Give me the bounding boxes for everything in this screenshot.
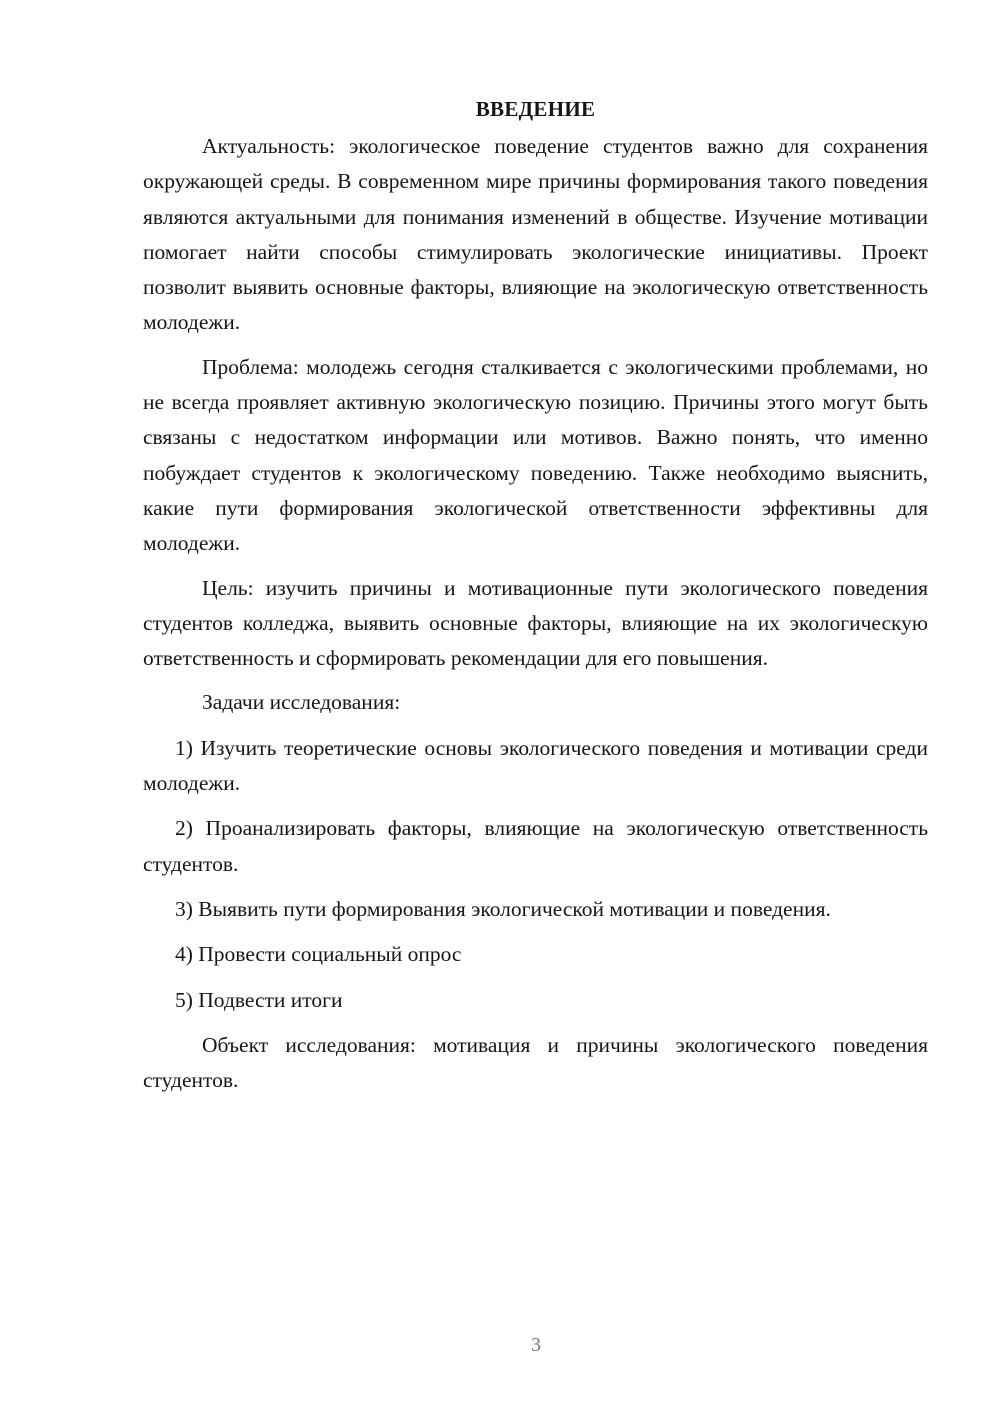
tasks-heading: Задачи исследования: xyxy=(202,690,401,715)
object-paragraph: Объект исследования: мотивация и причины экологического поведения студентов. xyxy=(143,1032,928,1093)
task-item: 4) Провести социальный опрос xyxy=(175,942,462,967)
goal-paragraph: Цель: изучить причины и мотивационные пути экологического поведения студентов колледжа, выявить основные факторы, влияющие на их экологическую ответственность и сформировать рекомендации для его повышения. xyxy=(143,575,928,671)
relevance-paragraph: Актуальность: экологическое поведение студентов важно для сохранения окружающей среды. В современном мире причины формирования такого поведения являются актуальными для понимания изменений в обществе. Изучение мотивации помогает найти способы стимулировать экологические инициативы. Проект позволит выявить основные факторы, влияющие на экологическую ответственность молодежи. xyxy=(143,134,928,335)
task-item: 5) Подвести итоги xyxy=(175,987,343,1012)
section-title: ВВЕДЕНИЕ xyxy=(475,97,596,121)
page-number: 3 xyxy=(531,1334,541,1356)
task-item: 2) Проанализировать факторы, влияющие на экологическую ответственность студентов. xyxy=(143,816,928,876)
page-body xyxy=(143,92,928,1107)
task-item: 3) Выявить пути формирования экологической мотивации и поведения. xyxy=(175,896,831,921)
problem-paragraph: Проблема: молодежь сегодня сталкивается с экологическими проблемами, но не всегда проявляет активную экологическую позицию. Причины этого могут быть связаны с недостатком информации или мотивов. Важно понять, что именно побуждает студентов к экологическому поведению. Также необходимо выяснить, какие пути формирования экологической ответственности эффективны для молодежи. xyxy=(143,354,928,556)
task-item: 1) Изучить теоретические основы экологического поведения и мотивации среди молодежи. xyxy=(143,735,928,796)
